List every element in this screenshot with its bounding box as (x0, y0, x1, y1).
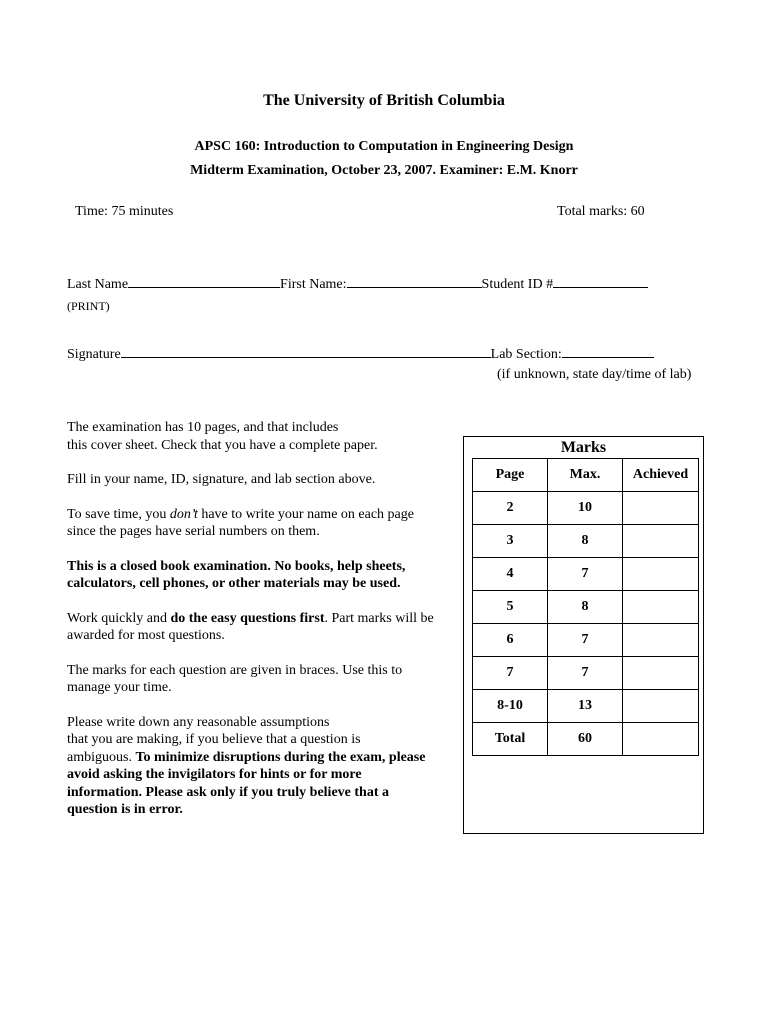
assumptions-line1: Please write down any reasonable assumptions (67, 714, 330, 730)
row-max: 8 (548, 525, 623, 558)
work-quickly-bold: do the easy questions first (170, 610, 325, 626)
row-page: 4 (473, 558, 548, 591)
student-id-field[interactable] (553, 273, 648, 288)
instruction-marks-braces: The marks for each question are given in braces. Use this to manage your time. (67, 662, 403, 695)
row-page: 7 (473, 657, 548, 690)
row-achieved[interactable] (623, 591, 699, 624)
row-max: 13 (548, 690, 623, 723)
total-marks: Total marks: 60 (557, 204, 645, 219)
instruction-fill-in: Fill in your name, ID, signature, and lab section above. (67, 472, 376, 487)
signature-lab-row (67, 343, 654, 363)
row-page: 5 (473, 591, 548, 624)
last-name-field[interactable] (128, 273, 280, 288)
row-achieved[interactable] (623, 525, 699, 558)
signature-label: Signature (67, 347, 121, 362)
instruction-save-time (67, 506, 437, 541)
table-row (473, 492, 699, 525)
marks-header-row (473, 459, 699, 492)
row-page: 3 (473, 525, 548, 558)
table-row (473, 525, 699, 558)
row-achieved[interactable] (623, 690, 699, 723)
row-max: 10 (548, 492, 623, 525)
row-max: 7 (548, 624, 623, 657)
assumptions-line2: that you are making, if you believe that a question is (67, 732, 361, 747)
row-achieved[interactable] (623, 723, 699, 756)
lab-section-label: Lab Section: (490, 347, 562, 362)
marks-table (472, 458, 699, 756)
table-row (473, 624, 699, 657)
header-achieved: Achieved (623, 459, 699, 492)
lab-section-field[interactable] (562, 343, 654, 358)
first-name-field[interactable] (347, 273, 482, 288)
row-max: 7 (548, 657, 623, 690)
table-row (473, 657, 699, 690)
row-achieved[interactable] (623, 558, 699, 591)
last-name-label: Last Name (67, 277, 129, 292)
instruction-pages-line1: The examination has 10 pages, and that includes (67, 420, 339, 435)
assumptions-bold: To minimize disruptions during the exam, please avoid asking the invigilators for hints or for more information. Please ask only if you truly believe that a question is in error. (67, 749, 426, 817)
lab-section-note: (if unknown, state day/time of lab) (497, 367, 692, 382)
instruction-pages-line2: this cover sheet. Check that you have a complete paper. (67, 437, 378, 453)
table-row (473, 690, 699, 723)
instruction-assumptions (67, 714, 437, 819)
student-id-label: Student ID # (481, 277, 554, 292)
print-note: (PRINT) (67, 299, 110, 313)
save-time-emphasis: don’t (169, 506, 198, 522)
signature-field[interactable] (121, 343, 491, 358)
time-allowed: Time: 75 minutes (75, 204, 174, 219)
table-row (473, 591, 699, 624)
row-page: Total (473, 723, 548, 756)
table-row-total (473, 723, 699, 756)
row-achieved[interactable] (623, 492, 699, 525)
marks-title: Marks (560, 439, 607, 456)
name-id-row (67, 273, 648, 293)
table-row (473, 558, 699, 591)
row-page: 6 (473, 624, 548, 657)
assumptions-pre: ambiguous. (67, 749, 136, 765)
header-page: Page (473, 459, 548, 492)
first-name-label: First Name: (280, 277, 347, 292)
row-max: 8 (548, 591, 623, 624)
row-page: 2 (473, 492, 548, 525)
row-achieved[interactable] (623, 624, 699, 657)
header-max: Max. (548, 459, 623, 492)
instructions (67, 419, 437, 836)
marks-box (463, 436, 704, 834)
row-page: 8-10 (473, 690, 548, 723)
save-time-post: have to write your name on each page since the pages have serial numbers on them. (67, 506, 414, 539)
instruction-closed-book: This is a closed book examination. No books, help sheets, calculators, cell phones, or other materials may be used. (67, 558, 406, 591)
university-title: The University of British Columbia (263, 92, 505, 109)
work-quickly-post: . Part marks will be awarded for most questions. (67, 610, 434, 643)
row-max: 7 (548, 558, 623, 591)
row-achieved[interactable] (623, 657, 699, 690)
course-title: APSC 160: Introduction to Computation in Engineering Design (194, 139, 574, 154)
instruction-work-quickly (67, 610, 437, 645)
row-max: 60 (548, 723, 623, 756)
work-quickly-pre: Work quickly and (67, 610, 171, 626)
exam-info: Midterm Examination, October 23, 2007. Examiner: E.M. Knorr (190, 163, 578, 178)
save-time-pre: To save time, you (67, 506, 170, 522)
instruction-pages (67, 419, 437, 454)
